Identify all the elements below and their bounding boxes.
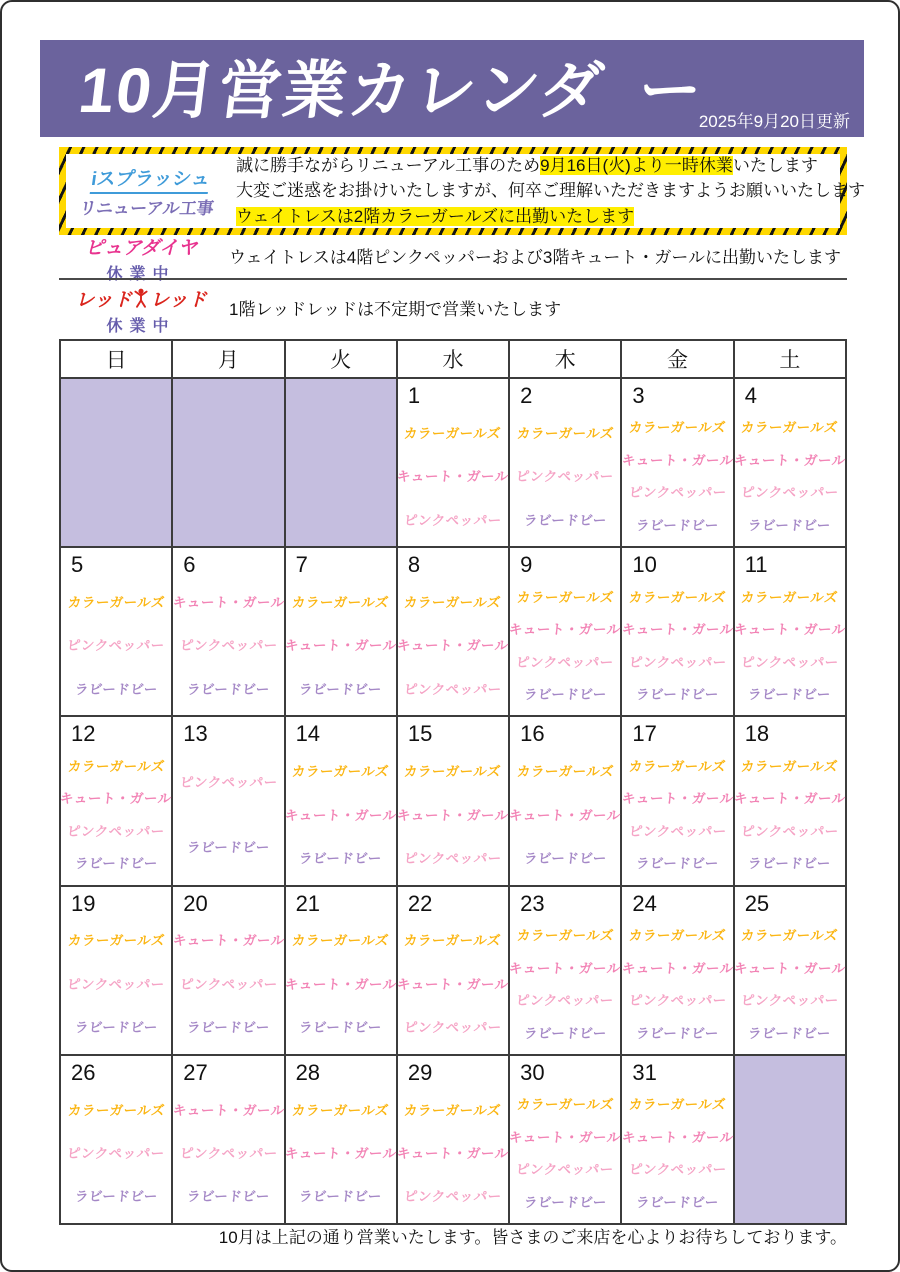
shop-logo-list — [735, 747, 845, 885]
day-cell — [621, 378, 733, 547]
notice-line — [236, 178, 865, 204]
shop-logo-rb: ラビードビー — [298, 1189, 383, 1205]
shop-logo-list — [398, 1085, 508, 1223]
day-cell — [60, 547, 172, 716]
renewal-notice-text — [236, 153, 865, 230]
shop-logo-pp: ピンクペッパー — [178, 976, 278, 992]
shop-logo-cu: キュート・ガール — [171, 933, 285, 949]
shop-logo-list — [510, 408, 620, 546]
shop-logo-rb: ラビードビー — [747, 856, 832, 872]
page-title-wrap — [74, 39, 707, 130]
shop-logo-cu: キュート・ガール — [171, 595, 285, 611]
shop-logo-cg: カラーガールズ — [740, 758, 839, 774]
day-cell — [397, 378, 509, 547]
day-number: 12 — [71, 721, 96, 747]
day-number: 28 — [295, 1059, 321, 1085]
day-number: 1 — [407, 383, 421, 408]
day-cell — [397, 1055, 509, 1224]
day-cell — [397, 886, 509, 1055]
shop-logo-cg: カラーガールズ — [403, 1102, 503, 1118]
redred-logo-text — [73, 285, 209, 312]
shop-logo-rb: ラビードビー — [186, 840, 271, 856]
redred-logo-left: レッド — [75, 289, 132, 311]
notice-text-segment: ウェイトレスは4階ピンクペッパーおよび3階キュート・ガールに出勤いたします — [229, 248, 842, 268]
day-number: 29 — [407, 1059, 433, 1085]
shop-logo-cg: カラーガールズ — [628, 928, 727, 943]
shop-logo-list — [398, 577, 508, 715]
notice-renewal-inner — [66, 154, 865, 228]
shop-logo-cu: キュート・ガール — [620, 1129, 734, 1145]
redred-closed-label: 休業中 — [106, 317, 176, 335]
notice-text-segment: 大変ご迷惑をお掛けいたしますが、何卒ご理解いただきますようお願いいたします — [236, 181, 865, 201]
day-number: 17 — [632, 721, 657, 747]
calendar-week-row — [60, 378, 846, 547]
day-cell — [172, 886, 284, 1055]
day-number: 4 — [744, 383, 757, 408]
day-cell — [734, 716, 846, 885]
day-number: 6 — [183, 552, 196, 578]
i-splash-logo — [72, 164, 226, 219]
shop-logo-cu: キュート・ガール — [508, 622, 622, 638]
shop-logo-cu: キュート・ガール — [733, 452, 847, 468]
shop-logo-list — [286, 1085, 396, 1223]
empty-day-cell — [172, 378, 284, 547]
notice-line — [236, 153, 865, 179]
shop-logo-pp: ピンクペッパー — [740, 823, 840, 839]
shop-logo-pp: ピンクペッパー — [740, 485, 840, 501]
day-cell — [285, 716, 397, 885]
day-cell — [285, 547, 397, 716]
day-cell — [285, 1055, 397, 1224]
day-number: 23 — [520, 890, 545, 916]
calendar-week-row — [60, 886, 846, 1055]
weekday-header: 金 — [621, 340, 733, 378]
shop-logo-rb: ラビードビー — [186, 1020, 271, 1036]
shop-logo-list — [622, 1085, 732, 1223]
shop-logo-rb: ラビードビー — [298, 681, 383, 697]
shop-logo-cu: キュート・ガール — [620, 452, 734, 468]
shop-logo-rb: ラビードビー — [523, 1025, 608, 1041]
shop-logo-list — [286, 577, 396, 715]
shop-logo-cg: カラーガールズ — [291, 764, 390, 780]
shop-logo-cu: キュート・ガール — [508, 960, 622, 976]
day-cell — [734, 547, 846, 716]
weekday-header: 日 — [60, 340, 172, 378]
day-number: 31 — [632, 1059, 657, 1085]
shop-logo-pp: ピンクペッパー — [627, 485, 727, 501]
shop-logo-cg: カラーガールズ — [403, 595, 503, 611]
shop-logo-cu: キュート・ガール — [508, 807, 622, 823]
shop-logo-cu: キュート・ガール — [396, 1145, 510, 1161]
shop-logo-cu: キュート・ガール — [733, 960, 847, 976]
day-cell — [285, 886, 397, 1055]
shop-logo-pp: ピンクペッパー — [403, 1020, 503, 1036]
shop-logo-cg: カラーガールズ — [403, 933, 503, 949]
shop-logo-pp: ピンクペッパー — [627, 1162, 727, 1178]
shop-logo-cu: キュート・ガール — [171, 1102, 285, 1118]
shop-logo-rb: ラビードビー — [298, 850, 383, 866]
shop-logo-list — [510, 916, 620, 1054]
shop-logo-rb: ラビードビー — [747, 1025, 832, 1041]
day-number: 2 — [520, 383, 533, 408]
notice-line — [229, 297, 561, 323]
weekday-header: 水 — [397, 340, 509, 378]
shop-logo-list — [398, 747, 508, 885]
day-number: 9 — [520, 552, 533, 578]
puredia-notice-text — [229, 245, 841, 271]
calendar-week-row — [60, 716, 846, 885]
shop-logo-pp: ピンクペッパー — [627, 654, 727, 670]
renewal-construction-label: リニューアル工事 — [78, 198, 216, 218]
shop-logo-pp: ピンクペッパー — [178, 1145, 278, 1161]
title-dash: ー — [634, 55, 706, 126]
day-number: 20 — [183, 890, 208, 916]
notice-line — [236, 204, 865, 230]
shop-logo-pp: ピンクペッパー — [515, 993, 615, 1008]
shop-logo-cg: カラーガールズ — [403, 764, 503, 780]
day-number: 8 — [407, 552, 421, 578]
shop-logo-pp: ピンクペッパー — [515, 654, 615, 670]
puredia-logo — [73, 233, 209, 284]
day-number: 22 — [407, 890, 433, 916]
shop-logo-pp: ピンクペッパー — [178, 638, 278, 654]
shop-logo-rb: ラビードビー — [747, 687, 832, 703]
shop-logo-pp: ピンクペッパー — [515, 1162, 615, 1178]
shop-logo-cg: カラーガールズ — [66, 758, 166, 774]
shop-logo-cu: キュート・ガール — [396, 807, 510, 823]
highlighted-text: ウェイトレスは2階カラーガールズに出勤いたします — [236, 206, 635, 226]
shop-logo-rb: ラビードビー — [73, 1189, 159, 1205]
shop-logo-pp: ピンクペッパー — [66, 1145, 166, 1161]
day-cell — [397, 547, 509, 716]
shop-logo-list — [286, 916, 396, 1054]
day-number: 7 — [295, 552, 308, 578]
day-cell — [734, 378, 846, 547]
day-cell — [172, 547, 284, 716]
shop-logo-cg: カラーガールズ — [515, 928, 615, 943]
shop-logo-cg: カラーガールズ — [628, 1097, 727, 1113]
shop-logo-pp: ピンクペッパー — [515, 469, 615, 485]
day-cell — [621, 716, 733, 885]
day-cell — [60, 716, 172, 885]
shop-logo-list — [61, 577, 171, 715]
updated-date: 2025年9月20日更新 — [698, 112, 850, 131]
shop-logo-cg: カラーガールズ — [628, 420, 727, 436]
day-cell — [397, 716, 509, 885]
shop-logo-list — [173, 1085, 283, 1223]
shop-logo-list — [510, 1085, 620, 1223]
shop-logo-rb: ラビードビー — [186, 681, 271, 697]
day-number: 27 — [183, 1059, 208, 1085]
day-cell — [60, 886, 172, 1055]
day-cell — [509, 547, 621, 716]
empty-day-cell — [734, 1055, 846, 1224]
calendar-week-row — [60, 1055, 846, 1224]
shop-logo-cu: キュート・ガール — [733, 791, 847, 807]
day-number: 14 — [295, 721, 321, 747]
shop-logo-cg: カラーガールズ — [515, 764, 615, 780]
day-number: 13 — [183, 721, 208, 747]
day-cell — [172, 716, 284, 885]
weekday-header-row — [60, 340, 846, 378]
shop-logo-cu: キュート・ガール — [733, 622, 847, 638]
shop-logo-rb: ラビードビー — [523, 512, 608, 528]
shop-logo-pp: ピンクペッパー — [403, 512, 503, 528]
shop-logo-list — [286, 747, 396, 885]
day-number: 24 — [632, 890, 657, 916]
empty-day-cell — [60, 378, 172, 547]
shop-logo-list — [622, 916, 732, 1054]
day-number: 15 — [407, 721, 433, 747]
shop-logo-cu: キュート・ガール — [396, 469, 510, 485]
shop-logo-list — [510, 747, 620, 885]
day-number: 10 — [632, 552, 657, 578]
redred-logo-right: レッド — [150, 289, 207, 311]
shop-logo-list — [61, 747, 171, 885]
notice-text-segment: 誠に勝手ながらリニューアル工事のため — [236, 155, 541, 175]
day-cell — [734, 886, 846, 1055]
shop-logo-pp: ピンクペッパー — [403, 1189, 503, 1205]
day-number: 5 — [71, 552, 84, 578]
shop-logo-cg: カラーガールズ — [515, 589, 615, 605]
shop-logo-rb: ラビードビー — [635, 517, 720, 533]
shop-logo-cu: キュート・ガール — [620, 791, 734, 807]
shop-logo-rb: ラビードビー — [73, 1020, 159, 1036]
day-cell — [621, 547, 733, 716]
shop-logo-cg: カラーガールズ — [515, 425, 615, 441]
day-number: 18 — [744, 721, 770, 747]
shop-logo-cu: キュート・ガール — [284, 638, 398, 654]
shop-logo-cu: キュート・ガール — [396, 976, 510, 992]
day-cell — [172, 1055, 284, 1224]
day-number: 3 — [632, 383, 645, 408]
shop-logo-rb: ラビードビー — [635, 856, 720, 872]
notice-renewal-closure — [59, 147, 865, 235]
shop-logo-rb: ラビードビー — [523, 1194, 608, 1210]
shop-logo-cu: キュート・ガール — [620, 960, 734, 976]
shop-logo-rb: ラビードビー — [635, 1025, 720, 1041]
shop-logo-cg: カラーガールズ — [291, 1102, 390, 1118]
shop-logo-cg: カラーガールズ — [740, 420, 839, 436]
puredia-closed-label: 休業中 — [106, 265, 176, 283]
shop-logo-cg: カラーガールズ — [740, 589, 839, 605]
day-cell — [60, 1055, 172, 1224]
shop-logo-rb: ラビードビー — [747, 517, 832, 533]
shop-logo-pp: ピンクペッパー — [178, 775, 278, 791]
shop-logo-pp: ピンクペッパー — [66, 823, 166, 839]
day-number: 21 — [295, 890, 321, 916]
shop-logo-cu: キュート・ガール — [59, 791, 173, 807]
weekday-header: 月 — [172, 340, 284, 378]
shop-logo-list — [61, 1085, 171, 1223]
day-cell — [509, 886, 621, 1055]
weekday-header: 火 — [285, 340, 397, 378]
shop-logo-list — [622, 408, 732, 546]
shop-logo-cu: キュート・ガール — [508, 1129, 622, 1145]
shop-logo-list — [173, 747, 283, 885]
day-cell — [621, 1055, 733, 1224]
empty-day-cell — [285, 378, 397, 547]
calendar-body — [60, 378, 846, 1224]
highlighted-text: 9月16日(火)より一時休業 — [540, 155, 733, 175]
shop-logo-rb: ラビードビー — [523, 687, 608, 703]
day-number: 11 — [744, 552, 768, 578]
footer-note: 10月は上記の通り営業いたします。皆さまのご来店を心よりお待ちしております。 — [218, 1228, 847, 1247]
shop-logo-cg: カラーガールズ — [628, 758, 727, 774]
shop-logo-pp: ピンクペッパー — [403, 681, 503, 697]
shop-logo-cu: キュート・ガール — [284, 976, 398, 992]
day-cell — [621, 886, 733, 1055]
weekday-header: 木 — [509, 340, 621, 378]
shop-logo-cu: キュート・ガール — [396, 638, 510, 654]
notice-text-segment: 1階レッドレッドは不定期で営業いたします — [229, 300, 562, 320]
shop-logo-cu: キュート・ガール — [284, 807, 398, 823]
shop-logo-pp: ピンクペッパー — [66, 638, 166, 654]
redred-notice-text — [229, 297, 561, 323]
shop-logo-list — [735, 577, 845, 715]
business-calendar — [59, 339, 847, 1225]
shop-logo-list — [173, 577, 283, 715]
day-number: 26 — [71, 1059, 96, 1085]
weekday-header: 土 — [734, 340, 846, 378]
shop-logo-rb: ラビードビー — [73, 856, 159, 872]
shop-logo-pp: ピンクペッパー — [66, 976, 166, 992]
shop-logo-pp: ピンクペッパー — [740, 654, 840, 670]
day-cell — [509, 716, 621, 885]
calendar-week-row — [60, 547, 846, 716]
shop-logo-cg: カラーガールズ — [515, 1097, 615, 1113]
shop-logo-rb: ラビードビー — [635, 687, 720, 703]
shop-logo-rb: ラビードビー — [635, 1194, 720, 1210]
shop-logo-rb: ラビードビー — [523, 850, 608, 866]
notice-text-segment: いたします — [732, 155, 818, 175]
shop-logo-cg: カラーガールズ — [291, 595, 390, 611]
shop-logo-cu: キュート・ガール — [620, 622, 734, 638]
day-number: 30 — [520, 1059, 545, 1085]
notice-redred-closed — [59, 285, 847, 335]
shop-logo-list — [398, 408, 508, 546]
shop-logo-cg: カラーガールズ — [403, 425, 503, 441]
day-number: 19 — [71, 890, 96, 916]
shop-logo-list — [173, 916, 283, 1054]
shop-logo-rb: ラビードビー — [298, 1020, 383, 1036]
notice-puredia-closed — [59, 237, 847, 283]
shop-logo-pp: ピンクペッパー — [627, 993, 727, 1008]
shop-logo-cg: カラーガールズ — [66, 1102, 166, 1118]
shop-logo-pp: ピンクペッパー — [627, 823, 727, 839]
shop-logo-cg: カラーガールズ — [66, 595, 166, 611]
shop-logo-cu: キュート・ガール — [284, 1145, 398, 1161]
shop-logo-list — [510, 577, 620, 715]
shop-logo-list — [622, 577, 732, 715]
i-splash-logo-text: iスプラッシュ — [89, 164, 212, 194]
puredia-logo-text: ピュアダイヤ — [84, 237, 198, 259]
shop-logo-list — [61, 916, 171, 1054]
notice-divider — [59, 278, 847, 280]
redred-logo — [73, 285, 209, 336]
shop-logo-cg: カラーガールズ — [628, 589, 727, 605]
shop-logo-cg: カラーガールズ — [66, 933, 166, 949]
shop-logo-cg: カラーガールズ — [740, 928, 839, 943]
header-banner — [40, 40, 864, 137]
day-number: 25 — [744, 890, 770, 916]
shop-logo-list — [735, 408, 845, 546]
shop-logo-pp: ピンクペッパー — [403, 850, 503, 866]
page-title: 10月営業カレンダ — [75, 55, 609, 126]
shop-logo-pp: ピンクペッパー — [740, 993, 840, 1008]
shop-logo-list — [622, 747, 732, 885]
day-number: 16 — [520, 721, 545, 747]
shop-logo-rb: ラビードビー — [73, 681, 159, 697]
shop-logo-cg: カラーガールズ — [291, 933, 390, 949]
notice-line — [229, 245, 841, 271]
day-cell — [509, 378, 621, 547]
shop-logo-list — [735, 916, 845, 1054]
day-cell — [509, 1055, 621, 1224]
shop-logo-rb: ラビードビー — [186, 1189, 271, 1205]
shop-logo-list — [398, 916, 508, 1054]
dancer-icon — [133, 287, 149, 309]
